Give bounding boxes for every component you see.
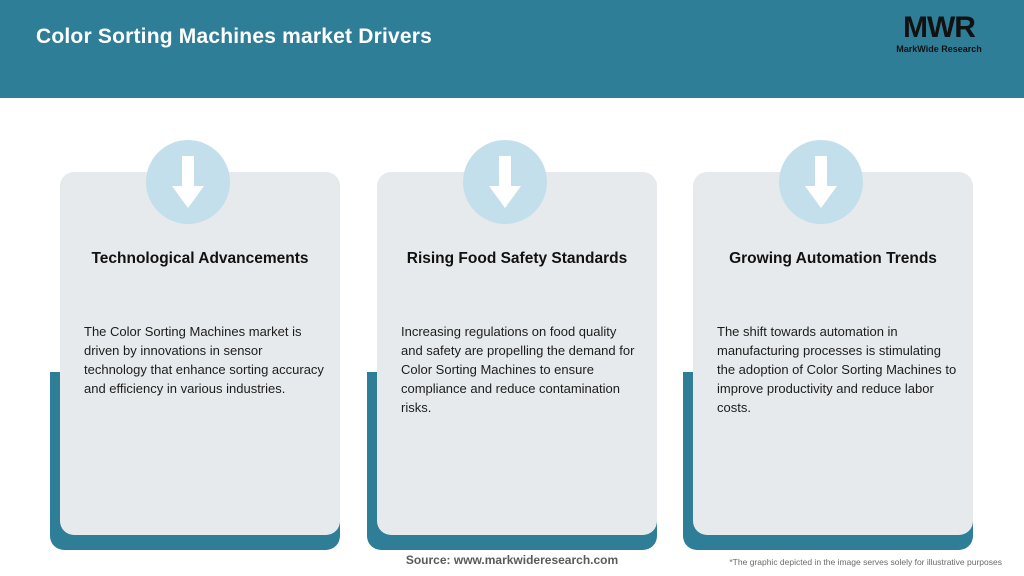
card-description: Increasing regulations on food quality and safety are propelling the demand for Color Sorting Machines to ensure compliance and reduce contamination risks.	[401, 324, 635, 415]
card-body	[693, 172, 973, 535]
disclaimer-label: *The graphic depicted in the image serves solely for illustrative purposes	[729, 557, 1002, 567]
card-title: Rising Food Safety Standards	[406, 250, 628, 267]
driver-card	[367, 140, 657, 550]
source-label: Source: www.markwideresearch.com	[405, 553, 619, 567]
driver-cards	[0, 140, 1024, 550]
card-description: The Color Sorting Machines market is driven by innovations in sensor technology that enhance sorting accuracy and efficiency in various industries.	[84, 324, 324, 396]
logo-mark: MWR	[903, 11, 975, 44]
card-title: Growing Automation Trends	[729, 250, 937, 267]
driver-card	[683, 140, 973, 550]
logo-name: MarkWide Research	[896, 44, 982, 54]
logo-tagline: Inspiring Growth	[910, 56, 968, 63]
arrow-down-icon	[489, 156, 521, 208]
card-title: Technological Advancements	[91, 250, 309, 267]
card-body	[377, 172, 657, 535]
page-title: Color Sorting Machines market Drivers	[36, 25, 433, 48]
header-bar	[0, 0, 1024, 98]
driver-card	[50, 140, 340, 550]
logo	[880, 12, 998, 70]
arrow-down-icon	[805, 156, 837, 208]
arrow-down-icon	[172, 156, 204, 208]
card-description: The shift towards automation in manufacturing processes is stimulating the adoption of Color Sorting Machines to improve productivity and reduce labor costs.	[717, 324, 957, 415]
card-body	[60, 172, 340, 535]
